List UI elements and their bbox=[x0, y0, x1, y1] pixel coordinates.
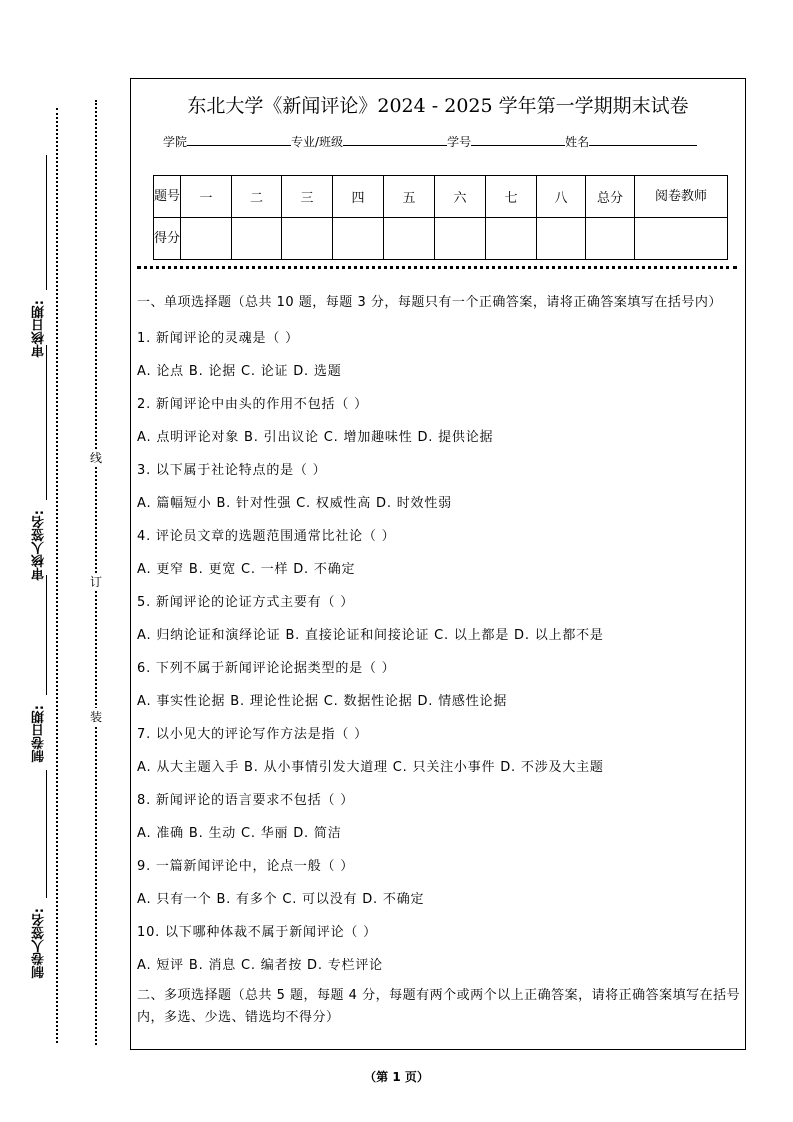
score-cell-5[interactable] bbox=[384, 218, 435, 260]
exam-frame bbox=[130, 78, 746, 1050]
question-options: A. 从大主题入手 B. 从小事情引发大道理 C. 只关注小事件 D. 不涉及大主题 bbox=[137, 760, 604, 775]
score-col-2: 二 bbox=[232, 176, 282, 218]
question-stem: 3. 以下属于社论特点的是（ ） bbox=[137, 463, 327, 478]
side-label-reviewer-sign: 审核人签名: bbox=[32, 510, 47, 581]
exam-content bbox=[137, 292, 741, 1029]
question-options: A. 归纳论证和演绎论证 B. 直接论证和间接论证 C. 以上都是 D. 以上都不是 bbox=[137, 628, 604, 643]
page-number: （第 1 页） bbox=[364, 1070, 429, 1084]
question-stem: 9. 一篇新闻评论中，论点一般（ ） bbox=[137, 859, 355, 874]
score-cell-2[interactable] bbox=[232, 218, 282, 260]
question-stem: 1. 新闻评论的灵魂是（ ） bbox=[137, 331, 299, 346]
score-col-3: 三 bbox=[282, 176, 333, 218]
section-heading-single-choice: 一、单项选择题（总共 10 题，每题 3 分，每题只有一个正确答案，请将正确答案填写在括号内） bbox=[137, 295, 722, 310]
score-row2-label: 得分 bbox=[154, 218, 181, 260]
side-line-review-date bbox=[46, 155, 47, 290]
score-col-5: 五 bbox=[384, 176, 435, 218]
question-options: A. 准确 B. 生动 C. 华丽 D. 简洁 bbox=[137, 826, 342, 841]
score-col-grader: 阅卷教师 bbox=[635, 176, 728, 218]
score-cell-7[interactable] bbox=[486, 218, 537, 260]
score-cell-8[interactable] bbox=[537, 218, 586, 260]
score-header-row bbox=[154, 176, 728, 218]
binding-mark-xian: 线 bbox=[89, 451, 102, 465]
question-options: A. 只有一个 B. 有多个 C. 可以没有 D. 不确定 bbox=[137, 892, 425, 907]
question-options: A. 论点 B. 论据 C. 论证 D. 选题 bbox=[137, 364, 342, 379]
field-name-label: 姓名 bbox=[565, 135, 590, 149]
question-options: A. 事实性论据 B. 理论性论据 C. 数据性论据 D. 情感性论据 bbox=[137, 694, 508, 709]
score-col-4: 四 bbox=[333, 176, 384, 218]
question-options: A. 短评 B. 消息 C. 编者按 D. 专栏评论 bbox=[137, 958, 383, 973]
score-col-6: 六 bbox=[435, 176, 486, 218]
question-stem: 6. 下列不属于新闻评论论据类型的是（ ） bbox=[137, 661, 396, 676]
field-college-input[interactable] bbox=[187, 133, 291, 146]
field-college-label: 学院 bbox=[163, 135, 188, 149]
side-label-make-date: 制卷日期: bbox=[32, 705, 47, 763]
question-stem: 4. 评论员文章的选题范围通常比社论（ ） bbox=[137, 529, 396, 544]
side-line-reviewer-sign bbox=[46, 345, 47, 500]
side-label-review-date: 审核日期: bbox=[32, 300, 47, 358]
score-cell-total[interactable] bbox=[586, 218, 635, 260]
score-table bbox=[153, 175, 728, 260]
field-major-input[interactable] bbox=[343, 133, 447, 146]
field-id-label: 学号 bbox=[447, 135, 472, 149]
question-stem: 2. 新闻评论中由头的作用不包括（ ） bbox=[137, 397, 368, 412]
field-name-input[interactable] bbox=[589, 133, 697, 146]
score-col-total: 总分 bbox=[586, 176, 635, 218]
side-label-maker-sign: 制卷人签名: bbox=[32, 908, 47, 979]
question-options: A. 篇幅短小 B. 针对性强 C. 权威性高 D. 时效性弱 bbox=[137, 496, 452, 511]
question-stem: 10. 以下哪种体裁不属于新闻评论（ ） bbox=[137, 925, 377, 940]
exam-title: 东北大学《新闻评论》2024 - 2025 学年第一学期期末试卷 bbox=[187, 95, 689, 117]
score-cell-1[interactable] bbox=[181, 218, 232, 260]
score-col-1: 一 bbox=[181, 176, 232, 218]
question-options: A. 点明评论对象 B. 引出议论 C. 增加趣味性 D. 提供论据 bbox=[137, 430, 494, 445]
section-heading-multi-choice: 二、多项选择题（总共 5 题，每题 4 分，每题有两个或两个以上正确答案，请将正确答案填写在括号内，多选、少选、错选均不得分） bbox=[137, 988, 741, 1025]
side-line-maker-sign bbox=[46, 770, 47, 898]
field-id-input[interactable] bbox=[471, 133, 565, 146]
binding-dotted-line-outer bbox=[56, 108, 58, 1043]
question-options: A. 更窄 B. 更宽 C. 一样 D. 不确定 bbox=[137, 562, 356, 577]
question-stem: 5. 新闻评论的论证方式主要有（ ） bbox=[137, 595, 355, 610]
score-row1-label: 题号 bbox=[154, 176, 181, 218]
score-value-row bbox=[154, 218, 728, 260]
score-cell-grader[interactable] bbox=[635, 218, 728, 260]
question-stem: 7. 以小见大的评论写作方法是指（ ） bbox=[137, 727, 368, 742]
student-info-row bbox=[163, 133, 697, 150]
question-stem: 8. 新闻评论的语言要求不包括（ ） bbox=[137, 793, 355, 808]
question-list-single-choice bbox=[137, 322, 741, 982]
score-col-7: 七 bbox=[486, 176, 537, 218]
binding-mark-zhuang: 装 bbox=[89, 710, 102, 724]
score-cell-6[interactable] bbox=[435, 218, 486, 260]
binding-mark-ding: 订 bbox=[89, 575, 102, 589]
side-line-make-date bbox=[46, 575, 47, 695]
score-col-8: 八 bbox=[537, 176, 586, 218]
score-cell-3[interactable] bbox=[282, 218, 333, 260]
score-cell-4[interactable] bbox=[333, 218, 384, 260]
separator-dotted bbox=[137, 266, 737, 269]
field-major-label: 专业/班级 bbox=[291, 135, 344, 149]
